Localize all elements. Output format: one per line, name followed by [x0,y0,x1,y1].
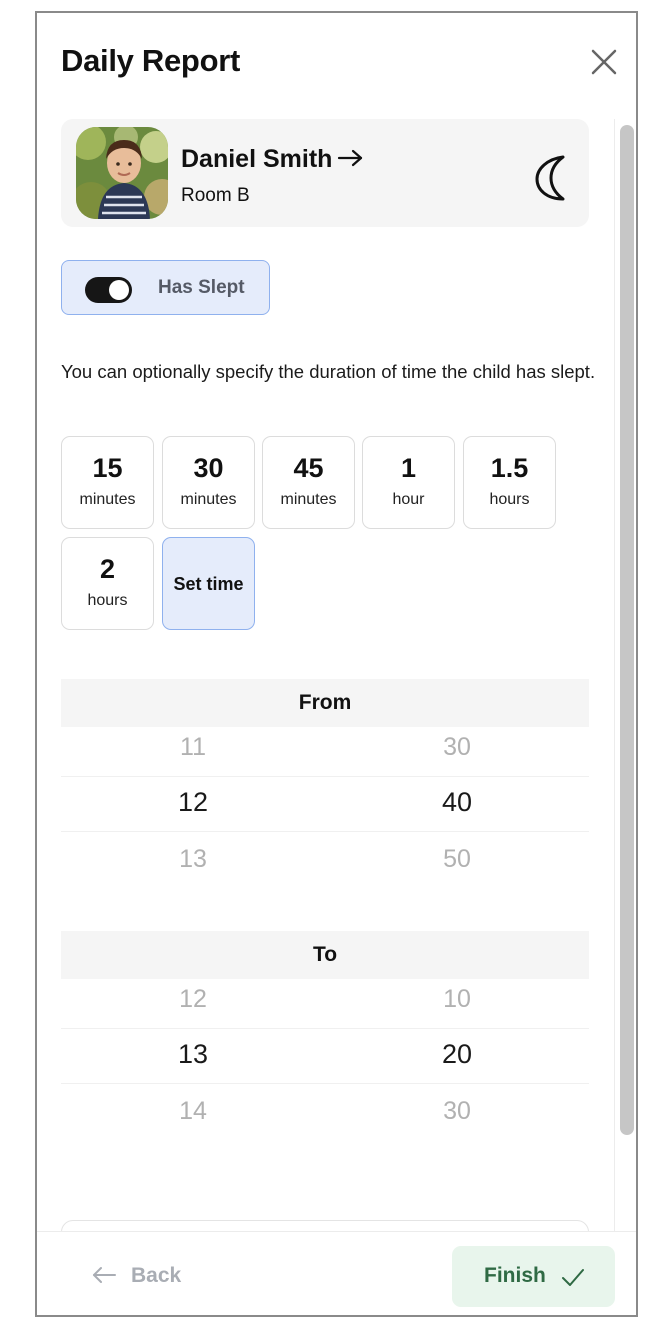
to-picker-header: To [61,931,589,979]
scrollbar[interactable] [620,125,634,1135]
toggle-knob [109,280,129,300]
from-minute-option[interactable]: 50 [443,845,471,873]
toggle-switch[interactable] [85,277,132,303]
duration-value: 1.5 [490,453,529,483]
duration-value: 2 [99,554,116,584]
duration-unit: minutes [180,491,237,508]
scroll-track [614,119,615,1239]
set-time-button[interactable] [162,537,255,630]
from-hour-option[interactable]: 13 [179,845,207,873]
arrow-right-icon[interactable] [337,147,365,169]
set-time-label: Set time [173,574,244,594]
duration-option[interactable] [463,436,556,529]
duration-unit: minutes [280,491,337,508]
to-minute-option[interactable]: 30 [443,1097,471,1125]
finish-label: Finish [484,1264,546,1287]
to-minute-selected[interactable]: 20 [441,1039,473,1069]
duration-unit: hours [489,491,530,508]
moon-icon [533,153,575,203]
duration-unit: hours [87,592,128,609]
from-picker-header: From [61,679,589,727]
modal-footer [37,1231,638,1317]
from-hour-option[interactable]: 11 [180,733,206,761]
close-icon[interactable] [589,47,619,77]
has-slept-toggle[interactable] [61,260,270,315]
from-minute-option[interactable]: 30 [443,733,471,761]
to-hour-selected[interactable]: 13 [177,1039,209,1069]
duration-option[interactable] [162,436,255,529]
child-card [61,119,589,227]
picker-divider [61,776,589,777]
from-hour-selected[interactable]: 12 [177,787,209,817]
to-minute-option[interactable]: 10 [443,985,471,1013]
to-hour-option[interactable]: 14 [179,1097,207,1125]
daily-report-modal [35,11,638,1317]
duration-value: 45 [293,453,324,483]
duration-value: 1 [400,453,417,483]
checkmark-icon [560,1266,586,1288]
duration-option[interactable] [61,436,154,529]
from-minute-selected[interactable]: 40 [441,787,473,817]
child-avatar [76,127,168,219]
picker-divider [61,1083,589,1084]
toggle-label: Has Slept [158,277,245,298]
duration-unit: hour [392,491,425,508]
duration-value: 15 [92,453,123,483]
duration-unit: minutes [79,491,136,508]
arrow-left-icon [91,1266,117,1284]
child-name: Daniel Smith [181,145,333,173]
finish-button[interactable] [452,1246,615,1307]
picker-divider [61,831,589,832]
picker-divider [61,1028,589,1029]
modal-title: Daily Report [61,43,240,78]
sleep-description: You can optionally specify the duration of time the child has slept. [61,361,596,382]
duration-option[interactable] [262,436,355,529]
duration-value: 30 [193,453,224,483]
duration-option[interactable] [362,436,455,529]
to-hour-option[interactable]: 12 [179,985,207,1013]
child-room: Room B [181,185,250,206]
duration-option[interactable] [61,537,154,630]
back-label: Back [131,1264,182,1287]
